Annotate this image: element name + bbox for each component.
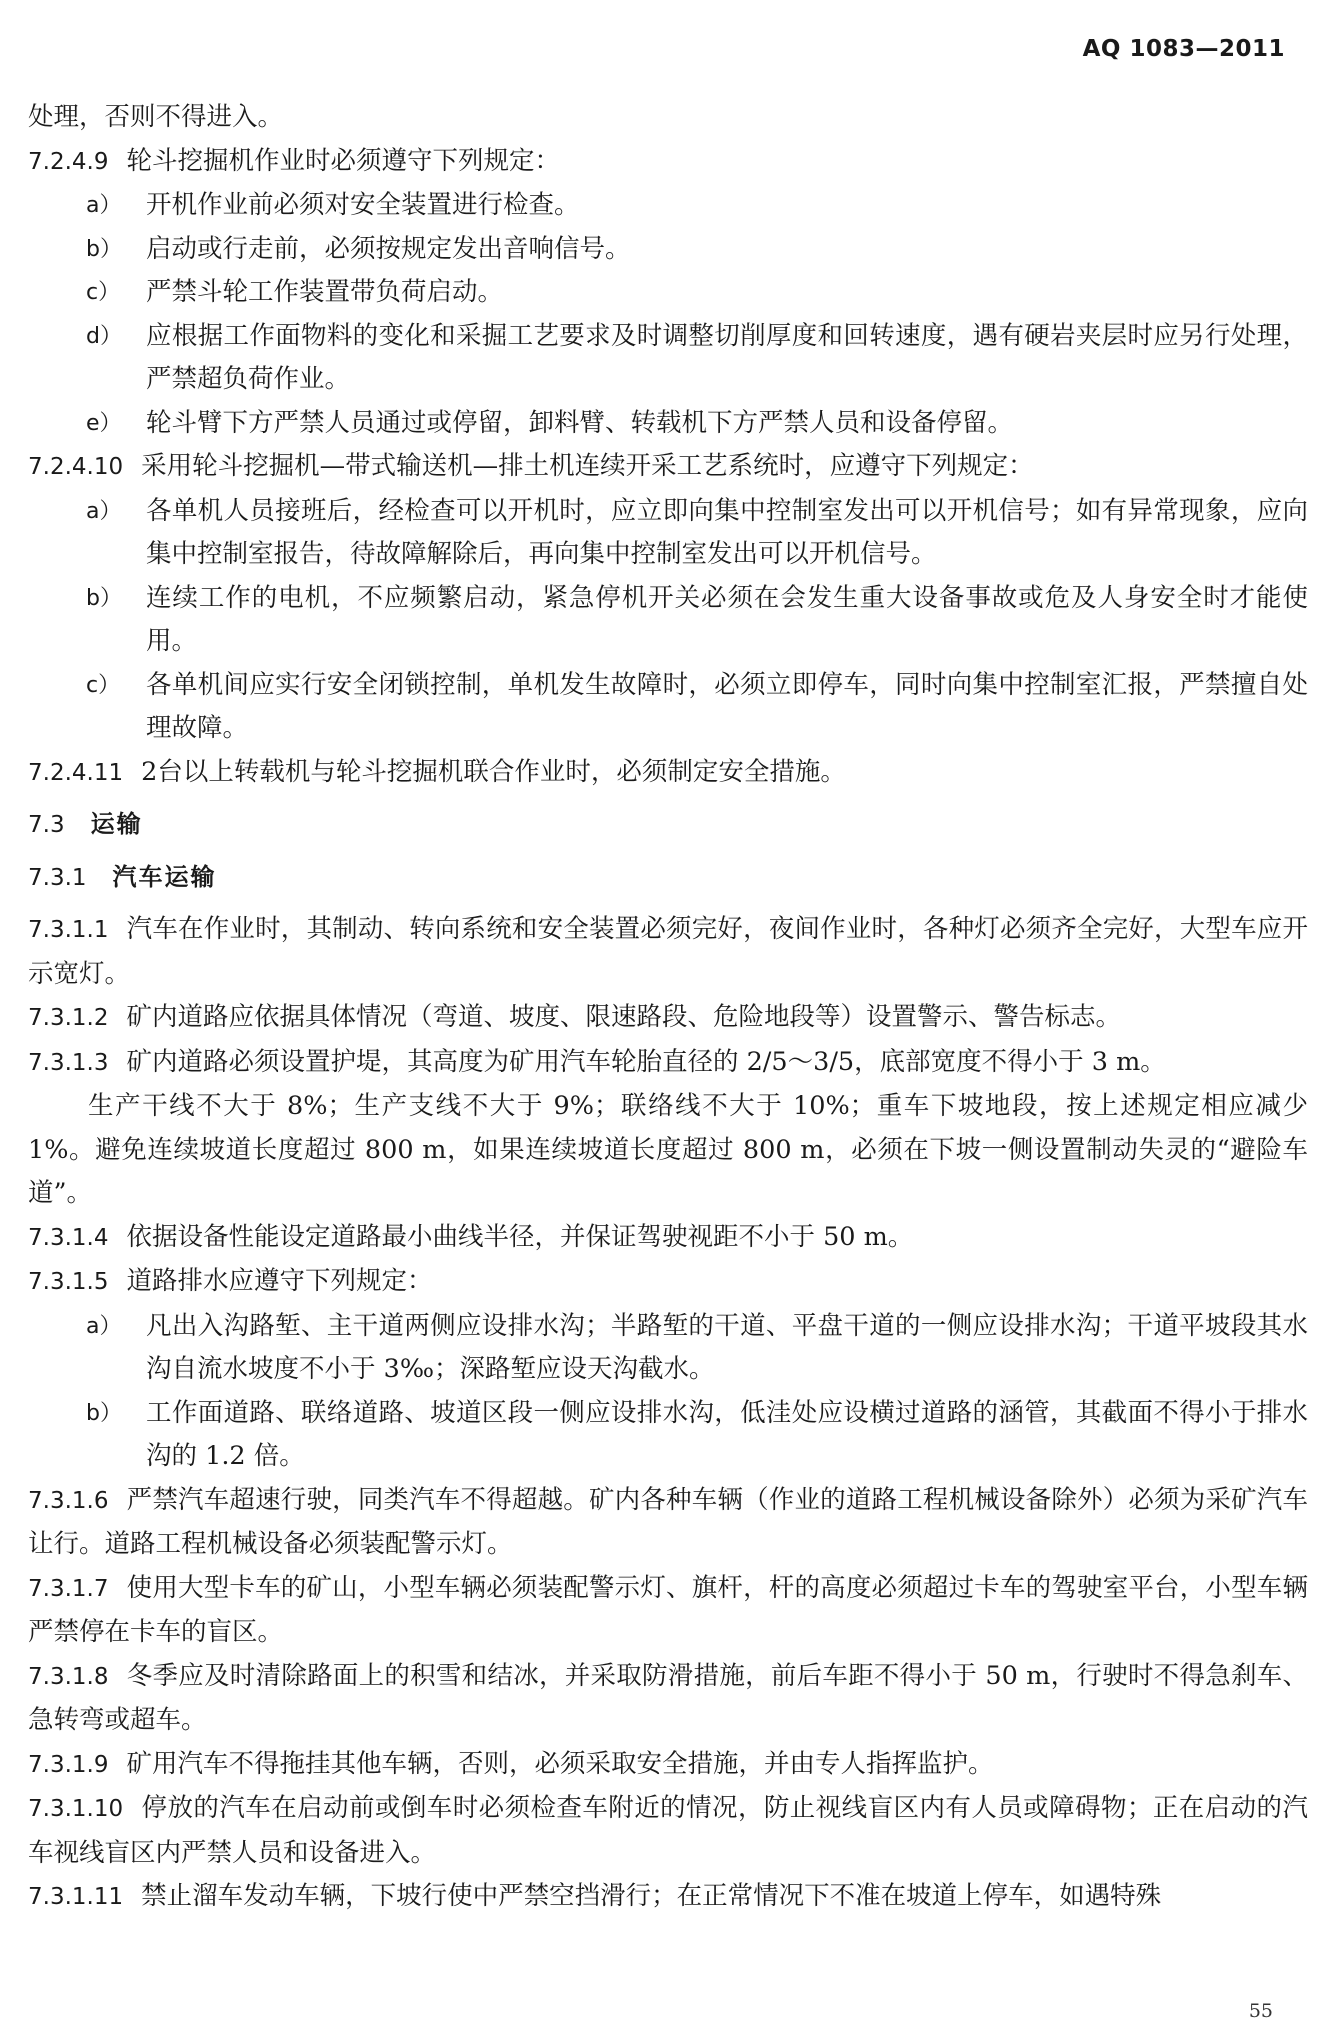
list-item [28,315,1308,402]
clause-number: 7.2.4.9 [28,148,109,175]
clause-text: 禁止溜车发动车辆，下坡行使中严禁空挡滑行；在正常情况下不准在坡道上停车，如遇特殊 [141,1881,1162,1911]
clause-number: 7.2.4.10 [28,454,124,480]
list-marker: d） [86,323,122,349]
list-item [28,1305,1308,1392]
clause [28,1216,1308,1261]
list-marker: a） [86,1313,122,1339]
clause [28,1041,1308,1086]
clause [28,1743,1308,1788]
list-item-text: 工作面道路、联络道路、坡道区段一侧应设排水沟，低洼处应设横过道路的涵管，其截面不得小于排水沟的 1.2 倍。 [146,1397,1308,1471]
paragraph-text: 生产干线不大于 8%；生产支线不大于 9%；联络线不大于 10%；重车下坡地段，按上述规定相应减少 1%。避免连续坡道长度超过 800 m，如果连续坡道长度超过 800 m，必须在下坡一侧设置制动失灵的“避险车道”。 [28,1091,1308,1208]
list-item-text: 启动或行走前，必须按规定发出音响信号。 [146,233,631,264]
list-marker: c） [86,280,121,305]
clause-text: 采用轮斗挖掘机—带式输送机—排土机连续开采工艺系统时，应遵守下列规定： [141,451,1034,481]
clause-number: 7.3.1.10 [28,1796,124,1822]
list-item-text: 凡出入沟路堑、主干道两侧应设排水沟；半路堑的干道、平盘干道的一侧应设排水沟；干道平坡段其水沟自流水坡度不小于 3‰；深路堑应设天沟截水。 [146,1310,1308,1384]
clause-number: 7.3.1.1 [28,917,109,943]
clause-number: 7.3.1.6 [28,1487,109,1514]
clause [28,445,1308,490]
clause-text: 冬季应及时清除路面上的积雪和结冰，并采取防滑措施，前后车距不得小于 50 m，行驶时不得急刹车、急转弯或超车。 [28,1660,1308,1735]
clause-number: 7.3.1.8 [28,1663,109,1690]
clause [28,996,1308,1041]
list-item-text: 各单机人员接班后，经检查可以开机时，应立即向集中控制室发出可以开机信号；如有异常现象，应向集中控制室报告，待故障解除后，再向集中控制室发出可以开机信号。 [146,495,1308,569]
clause-number: 7.3.1.11 [28,1884,124,1910]
clause-number: 7.3.1.3 [28,1049,109,1076]
clause [28,1479,1308,1567]
list-marker: b） [86,585,122,611]
list-item-text: 轮斗臂下方严禁人员通过或停留，卸料臂、转载机下方严禁人员和设备停留。 [146,407,1014,438]
list-item-text: 严禁斗轮工作装置带负荷启动。 [146,277,504,307]
section-title: 运输 [90,810,143,838]
clause-number: 7.3.1.9 [28,1751,109,1778]
list-item [28,1392,1308,1479]
clause-number: 7.2.4.11 [28,759,124,786]
list-marker: b） [86,236,122,262]
list-item [28,664,1308,751]
clause-text: 道路排水应遵守下列规定： [126,1266,433,1296]
list-item [28,228,1308,272]
list-marker: b） [86,1400,122,1426]
list-item [28,490,1308,577]
clause [28,140,1308,185]
clause-number: 7.3.1.5 [28,1269,109,1295]
list-item [28,271,1308,315]
clause-text: 2台以上转载机与轮斗挖掘机联合作业时，必须制定安全措施。 [141,756,846,787]
clause [28,1567,1308,1655]
clause-text: 停放的汽车在启动前或倒车时必须检查车附近的情况，防止视线盲区内有人员或障碍物；正在启动的汽车视线盲区内严禁人员和设备进入。 [28,1793,1308,1868]
clause-number: 7.3.1.7 [28,1575,109,1602]
clause-text: 依据设备性能设定道路最小曲线半径，并保证驾驶视距不小于 50 m。 [126,1221,914,1252]
section-number: 7.3 [28,812,65,838]
list-item [28,577,1308,664]
section-number: 7.3.1 [28,864,87,891]
section-title: 汽车运输 [112,862,217,891]
list-item-text: 连续工作的电机，不应频繁启动，紧急停机开关必须在会发生重大设备事故或危及人身安全时才能使用。 [146,582,1308,656]
list-marker: c） [86,672,121,698]
clause [28,1787,1308,1875]
list-marker: a） [86,193,122,218]
clause-text: 汽车在作业时，其制动、转向系统和安全装置必须完好，夜间作业时，各种灯必须齐全完好，大型车应开示宽灯。 [28,914,1308,989]
list-item-text: 各单机间应实行安全闭锁控制，单机发生故障时，必须立即停车，同时向集中控制室汇报，严禁擅自处理故障。 [146,669,1308,743]
section-heading [28,856,1308,901]
document-body [28,96,1308,1920]
standard-code: AQ 1083—2011 [1082,36,1285,62]
clause-text: 严禁汽车超速行驶，同类汽车不得超越。矿内各种车辆（作业的道路工程机械设备除外）必须为采矿汽车让行。道路工程机械设备必须装配警示灯。 [28,1484,1308,1559]
list-item-text: 开机作业前必须对安全装置进行检查。 [146,190,580,220]
page-number: 55 [1248,2000,1273,2022]
list-marker: e） [86,410,122,436]
list-item [28,184,1308,228]
clause [28,1655,1308,1743]
clause-text: 使用大型卡车的矿山，小型车辆必须装配警示灯、旗杆，杆的高度必须超过卡车的驾驶室平台，小型车辆严禁停在卡车的盲区。 [28,1572,1308,1647]
clause-number: 7.3.1.4 [28,1224,109,1251]
indented-paragraph [28,1085,1308,1216]
clause [28,908,1308,996]
clause [28,1875,1308,1920]
list-item [28,402,1308,446]
clause [28,751,1308,796]
paragraph [28,96,1308,140]
clause-text: 矿用汽车不得拖挂其他车辆，否则，必须采取安全措施，并由专人指挥监护。 [126,1748,994,1779]
clause-text: 矿内道路必须设置护堤，其高度为矿用汽车轮胎直径的 2/5～3/5，底部宽度不得小于 3 m。 [126,1046,1166,1077]
list-marker: a） [86,498,122,524]
list-item-text: 应根据工作面物料的变化和采掘工艺要求及时调整切削厚度和回转速度，遇有硬岩夹层时应另行处理，严禁超负荷作业。 [146,320,1308,394]
clause-number: 7.3.1.2 [28,1005,109,1031]
clause-text: 轮斗挖掘机作业时必须遵守下列规定： [126,145,560,176]
section-heading [28,803,1308,848]
clause [28,1260,1308,1305]
clause-text: 矿内道路应依据具体情况（弯道、坡度、限速路段、危险地段等）设置警示、警告标志。 [126,1002,1121,1032]
paragraph-text: 处理，否则不得进入。 [28,102,284,132]
